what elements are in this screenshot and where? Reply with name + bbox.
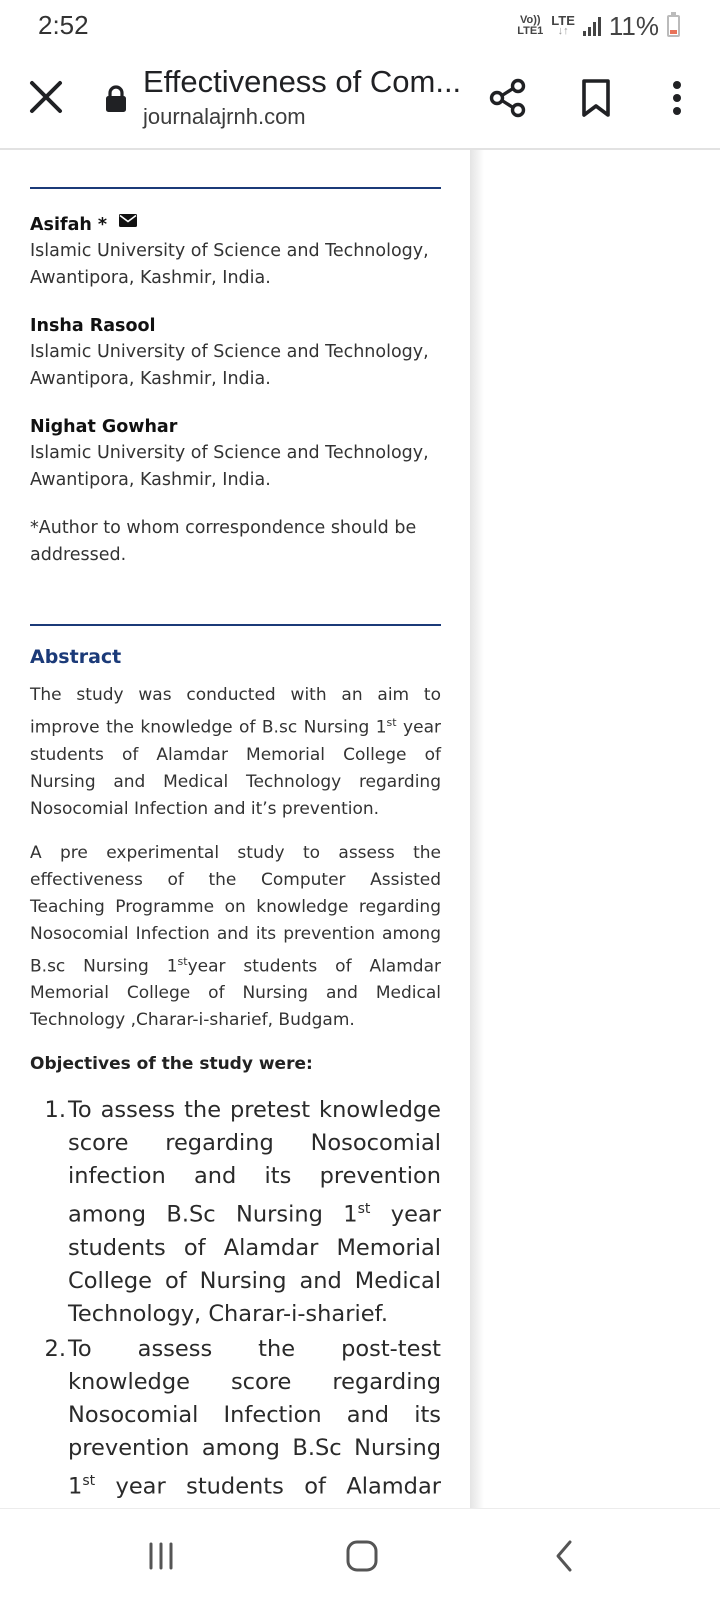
abstract-paragraph: The study was conducted with an aim to improve the knowledge of B.sc Nursing 1st year students of Alamdar Memorial College of Nursing and Medical Technology regarding Nosocomial Infection and it’s prevention. — [30, 685, 441, 819]
more-vert-icon — [671, 78, 683, 118]
author-affiliation: Awantipora, Kashmir, India. — [30, 268, 271, 288]
author-name: Nighat Gowhar — [30, 417, 178, 437]
home-button[interactable] — [337, 1531, 387, 1581]
author-affiliation: Islamic University of Science and Technology, — [30, 443, 429, 463]
page-url: journalajrnh.com — [143, 104, 306, 129]
battery-percent: 11% — [608, 10, 659, 41]
author-block — [30, 313, 441, 393]
lte-indicator: LTE ↓↑ — [551, 13, 575, 37]
status-bar — [0, 0, 720, 52]
author-affiliation: Awantipora, Kashmir, India. — [30, 470, 271, 490]
recents-icon — [146, 1541, 176, 1571]
close-icon — [26, 77, 66, 117]
status-time: 2:52 — [38, 10, 89, 40]
author-affiliation: Islamic University of Science and Technology, — [30, 241, 429, 261]
bookmark-button[interactable] — [574, 76, 618, 120]
author-block — [30, 209, 441, 292]
share-button[interactable] — [486, 76, 530, 120]
objectives-list — [30, 1094, 441, 1569]
lock-icon[interactable] — [104, 84, 128, 114]
custom-tab-toolbar — [0, 52, 720, 150]
correspondence-note: *Author to whom correspondence should be addressed. — [30, 518, 417, 565]
list-item: 2. To assess the post-test knowledge score regarding Nosocomial Infection and its prevention among B.Sc Nursing 1st year students of Alamdar — [44, 1335, 441, 1500]
page-info[interactable] — [143, 64, 463, 130]
author-block — [30, 414, 441, 494]
back-button[interactable] — [540, 1531, 590, 1581]
page-title: Effectiveness of Com... — [143, 64, 462, 99]
web-content[interactable] — [0, 150, 720, 1508]
author-affiliation: Islamic University of Science and Technology, — [30, 342, 429, 362]
more-options-button[interactable] — [655, 76, 699, 120]
recents-button[interactable] — [136, 1531, 186, 1581]
battery-icon — [667, 15, 680, 37]
mail-icon[interactable] — [119, 209, 137, 235]
author-affiliation: Awantipora, Kashmir, India. — [30, 369, 271, 389]
volte-indicator: Vo)) LTE1 — [517, 14, 544, 37]
author-name: Insha Rasool — [30, 316, 156, 336]
close-button[interactable] — [26, 77, 66, 117]
signal-icon — [583, 16, 601, 36]
article — [30, 150, 441, 1569]
objectives-heading: Objectives of the study were: — [30, 1054, 313, 1075]
list-item: 1. To assess the pretest knowledge score regarding Nosocomial infection and its prevention among B.Sc Nursing 1st year students of Alamdar Memorial College of Nursing and Medical Technology, Charar-i-sharief. — [44, 1097, 441, 1327]
navigation-bar — [0, 1508, 720, 1600]
divider — [30, 624, 441, 626]
bookmark-icon — [579, 78, 613, 118]
author-name: Asifah * — [30, 209, 441, 238]
back-icon — [550, 1539, 580, 1573]
home-icon — [345, 1539, 379, 1573]
abstract-heading: Abstract — [30, 646, 122, 668]
share-icon — [488, 78, 528, 118]
abstract-paragraph: A pre experimental study to assess the effectiveness of the Computer Assisted Teaching Programme on knowledge regarding Nosocomial Infection and its prevention among B.sc Nursing 1styear students of Alamdar Memorial College of Nursing and Medical Technology ,Charar-i-sharief, Budgam. — [30, 842, 441, 1031]
status-indicators — [517, 10, 680, 42]
page-edge — [470, 150, 484, 1508]
